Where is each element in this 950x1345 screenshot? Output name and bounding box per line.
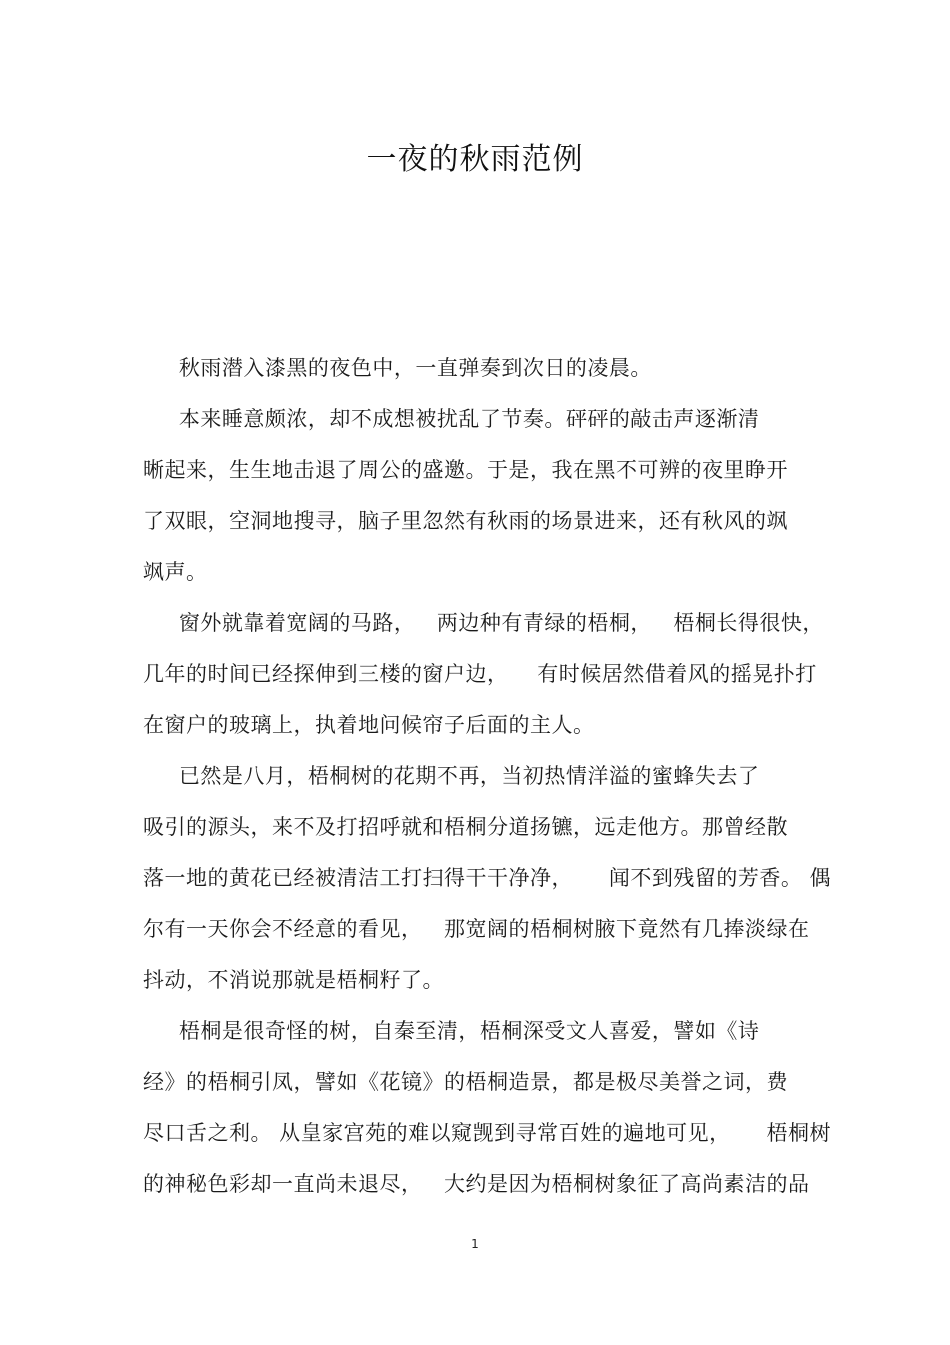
text-line: 已然是八月，梧桐树的花期不再，当初热情洋溢的蜜蜂失去了 (143, 764, 760, 788)
text-line: 的神秘色彩却一直尚未退尽， 大约是因为梧桐树象征了高尚素洁的品 (143, 1172, 810, 1196)
text-line: 晰起来，生生地击退了周公的盛邀。于是，我在黑不可辨的夜里睁开 (143, 458, 788, 482)
text-line: 在窗户的玻璃上，执着地问候帘子后面的主人。 (143, 713, 595, 737)
text-line: 尔有一天你会不经意的看见， 那宽阔的梧桐树腋下竟然有几捧淡绿在 (143, 917, 810, 941)
text-line: 了双眼，空洞地搜寻，脑子里忽然有秋雨的场景进来，还有秋风的飒 (143, 509, 788, 533)
document-body (143, 350, 832, 1217)
text-line: 抖动，不消说那就是梧桐籽了。 (143, 968, 444, 992)
page-number: 1 (471, 1237, 479, 1251)
text-line: 经》的梧桐引凤，譬如《花镜》的梧桐造景，都是极尽美誉之词，费 (143, 1070, 788, 1094)
document-title: 一夜的秋雨范例 (366, 142, 584, 177)
text-line: 尽口舌之利。 从皇家宫苑的难以窥觊到寻常百姓的遍地可见， 梧桐树 (143, 1121, 832, 1145)
text-line: 梧桐是很奇怪的树，自秦至清，梧桐深受文人喜爱，譬如《诗 (143, 1019, 760, 1043)
text-line: 吸引的源头，来不及打招呼就和梧桐分道扬镳，远走他方。那曾经散 (143, 815, 788, 839)
text-line: 窗外就靠着宽阔的马路， 两边种有青绿的梧桐， 梧桐长得很快， (143, 611, 824, 635)
text-line: 飒声。 (143, 560, 208, 584)
text-line: 本来睡意颇浓，却不成想被扰乱了节奏。砰砰的敲击声逐渐清 (143, 407, 760, 431)
text-line: 秋雨潜入漆黑的夜色中，一直弹奏到次日的凌晨。 (143, 356, 652, 380)
text-line: 落一地的黄花已经被清洁工打扫得干干净净， 闻不到残留的芳香。 偶 (143, 866, 832, 890)
text-line: 几年的时间已经探伸到三楼的窗户边， 有时候居然借着风的摇晃扑打 (143, 662, 817, 686)
